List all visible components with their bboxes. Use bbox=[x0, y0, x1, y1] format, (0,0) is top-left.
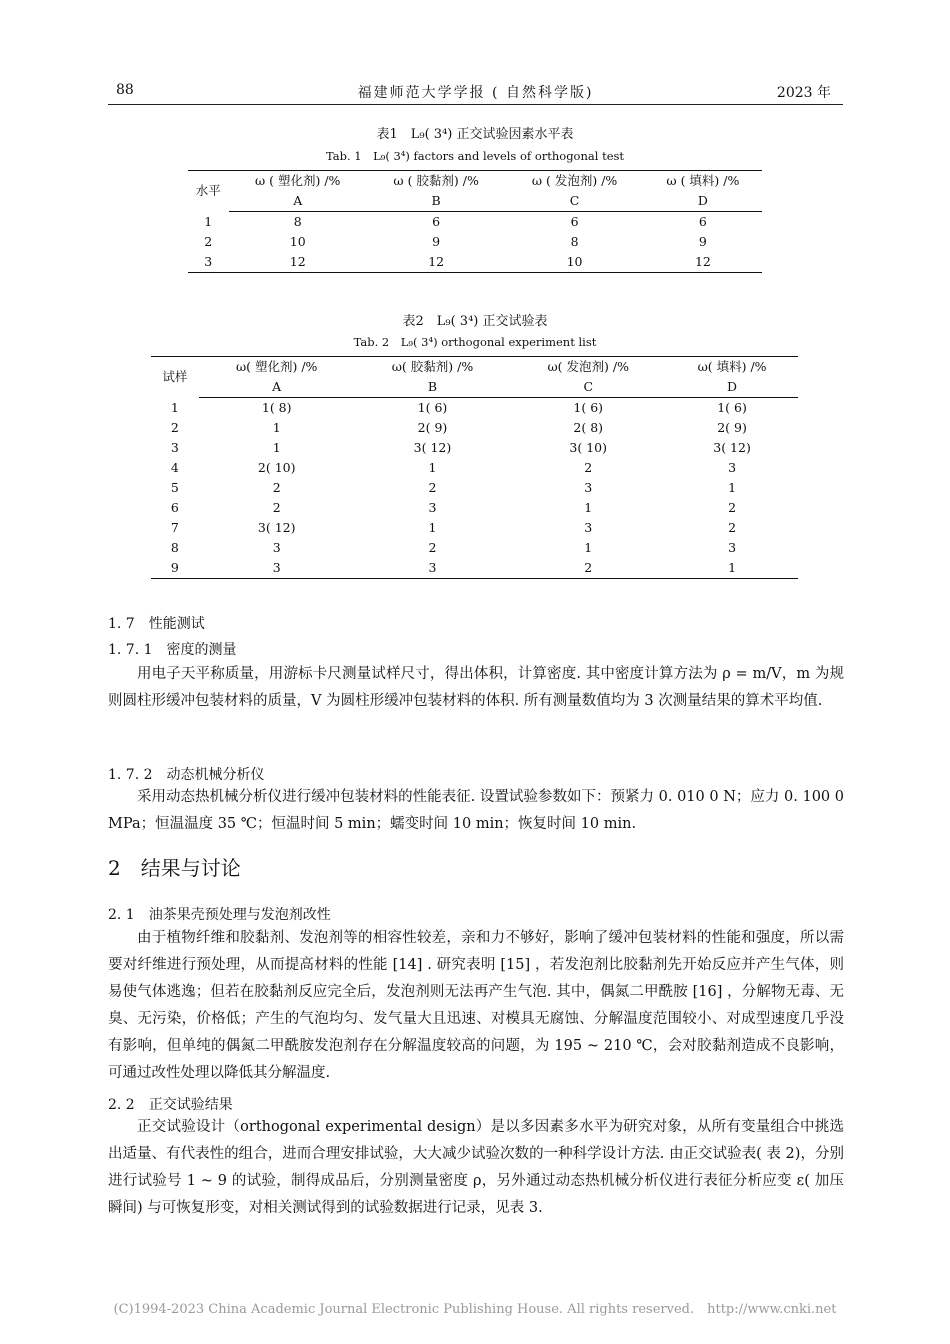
table1-cell: 6 bbox=[570, 214, 579, 229]
table2-caption-zh: 表2 L₉( 3⁴) 正交试验表 bbox=[402, 314, 548, 329]
journal-title: 福建师范大学学报 ( 自然科学版) bbox=[357, 85, 594, 101]
table2-cell: 4 bbox=[170, 460, 179, 475]
table2-cell: 3 bbox=[272, 540, 281, 555]
issue-year: 2023 年 bbox=[776, 85, 831, 101]
table2-cell: 2 bbox=[584, 460, 593, 475]
table2-cell: 2 bbox=[728, 520, 737, 535]
table2-row bbox=[151, 478, 798, 498]
section-1-7-1-heading: 1. 7. 1 密度的测量 bbox=[108, 642, 237, 658]
table1-caption-en: Tab. 1 L₉( 3⁴) factors and levels of orthogonal test bbox=[325, 149, 625, 163]
table2-cell: 5 bbox=[170, 480, 179, 495]
paragraph-pretreatment: 由于植物纤维和胶黏剂、发泡剂等的相容性较差，亲和力不够好，影响了缓冲包装材料的性能和强度，所以需要对纤维进行预处理，从而提高材料的性能 [14] . 研究表明 [15] ，若发泡剂比胶黏剂先开始反应并产生气体，则易使气体逃逸；但若在胶黏剂反应完全后，发泡剂则无法再产生气泡. 其中，偶氮二甲酰胺 [16] ，分解物无毒、无臭、无污染，价格低；产生的气泡均匀、发气量大且迅速、对模具无腐蚀、分解温度范围较小、对成型速度几乎没有影响，但单纯的偶氮二甲酰胺发泡剂存在分解温度较高的问题，为 195 ~ 210 ℃，会对胶黏剂造成不良影响，可通过改性处理以降低其分解温度. bbox=[108, 930, 844, 1081]
table2-cell: 1( 6) bbox=[573, 400, 604, 415]
section-2-1-heading: 2. 1 油茶果壳预处理与发泡剂改性 bbox=[108, 907, 331, 923]
table1-cell: 10 bbox=[505, 252, 643, 273]
table2-cell: 3( 10) bbox=[569, 440, 608, 455]
table2-cell: 1( 8) bbox=[261, 400, 292, 415]
table2-row bbox=[151, 418, 798, 438]
table1-cell: 8 bbox=[570, 234, 579, 249]
table2-cell: 1 bbox=[428, 460, 437, 475]
table2-row bbox=[151, 558, 798, 579]
table2-cell: 1 bbox=[428, 520, 437, 535]
table2-cell: 1 bbox=[666, 558, 798, 579]
table1-row bbox=[188, 232, 762, 252]
table1-col-code: A bbox=[229, 191, 367, 212]
table2-cell: 3 bbox=[428, 500, 437, 515]
table1-cell: 1 bbox=[204, 213, 213, 229]
table1-cell: 9 bbox=[698, 234, 707, 249]
table2-cell: 2 bbox=[728, 500, 737, 515]
table2-col-code: D bbox=[666, 377, 798, 398]
table2-cell: 2 bbox=[170, 420, 179, 435]
paragraph-dma: 采用动态热机械分析仪进行缓冲包装材料的性能表征. 设置试验参数如下：预紧力 0. 010 0 N；应力 0. 100 0 MPa；恒温温度 35 ℃；恒温时间 5 min；蠕变时间 10 min；恢复时间 10 min. bbox=[108, 789, 844, 832]
table1-col-code: B bbox=[367, 191, 505, 212]
page-number: 88 bbox=[116, 82, 134, 98]
table2-col-label: ω( 胶黏剂) /% bbox=[355, 357, 511, 378]
table2-cell: 7 bbox=[170, 520, 179, 535]
table2-cell: 2( 9) bbox=[417, 420, 448, 435]
table1-cell: 12 bbox=[229, 252, 367, 273]
table2-cell: 2( 8) bbox=[573, 420, 604, 435]
table2-caption-en: Tab. 2 L₉( 3⁴) orthogonal experiment list bbox=[353, 335, 597, 349]
table2-cell: 1 bbox=[584, 500, 593, 515]
section-2-2-heading: 2. 2 正交试验结果 bbox=[108, 1097, 233, 1113]
table2-cell: 1( 6) bbox=[717, 400, 747, 415]
table2-cell: 3 bbox=[728, 460, 737, 475]
table2-cell: 3 bbox=[199, 558, 355, 579]
table2-cell: 3( 12) bbox=[713, 440, 751, 455]
copyright-footer: (C)1994-2023 China Academic Journal Electronic Publishing House. All rights reserved. http://www.cnki.net bbox=[113, 1302, 837, 1317]
table1-cell: 9 bbox=[432, 234, 441, 249]
table2-cell: 3 bbox=[584, 520, 593, 535]
table2-row bbox=[151, 518, 798, 538]
table2-cell: 2 bbox=[510, 558, 666, 579]
table2-col-label: ω( 填料) /% bbox=[666, 357, 798, 378]
table2-row bbox=[151, 538, 798, 558]
table1-col-code: C bbox=[505, 191, 643, 212]
section-1-7-heading: 1. 7 性能测试 bbox=[108, 616, 205, 632]
table2-cell: 2 bbox=[428, 480, 437, 495]
table1-col-label: ω ( 填料) /% bbox=[644, 171, 762, 192]
table2-cell: 2 bbox=[428, 540, 437, 555]
table1-col-code: D bbox=[644, 191, 762, 212]
table2-row bbox=[151, 398, 798, 419]
table1-cell: 12 bbox=[644, 252, 762, 273]
table2-cell: 8 bbox=[170, 540, 179, 555]
table2-cell: 3( 12) bbox=[257, 520, 296, 535]
table2-cell: 1 bbox=[272, 440, 281, 455]
table2-cell: 2( 9) bbox=[717, 420, 747, 435]
table2-cell: 2 bbox=[272, 480, 281, 495]
table2-cell: 3 bbox=[584, 480, 593, 495]
table1-col-label: ω ( 塑化剂) /% bbox=[229, 171, 367, 192]
table2-cell: 1 bbox=[272, 420, 281, 435]
table2-cell: 3 bbox=[170, 440, 179, 455]
section-2-heading: 2 结果与讨论 bbox=[108, 856, 241, 880]
paragraph-density: 用电子天平称质量，用游标卡尺测量试样尺寸，得出体积，计算密度. 其中密度计算方法为 ρ = m/V，m 为规则圆柱形缓冲包装材料的质量，V 为圆柱形缓冲包装材料的体积. 所有测量数值均为 3 次测量结果的算术平均值. bbox=[108, 666, 844, 709]
running-header bbox=[108, 80, 843, 105]
table2-body bbox=[151, 398, 798, 579]
table2-col-code: B bbox=[355, 377, 511, 398]
table1-body bbox=[188, 212, 762, 273]
table2-cell: 3 bbox=[355, 558, 511, 579]
table2-cell: 1 bbox=[728, 480, 737, 495]
table1-cell: 10 bbox=[289, 234, 306, 249]
table1-col-label: ω ( 发泡剂) /% bbox=[505, 171, 643, 192]
table1-col-label: ω ( 胶黏剂) /% bbox=[367, 171, 505, 192]
table1-cell: 3 bbox=[188, 252, 229, 273]
table2-cell: 9 bbox=[151, 558, 199, 579]
table2-cell: 1( 6) bbox=[417, 400, 448, 415]
table2-cell: 1 bbox=[584, 540, 593, 555]
paragraph-orthogonal: 正交试验设计（orthogonal experimental design）是以多因素多水平为研究对象，从所有变量组合中挑选出适量、有代表性的组合，进而合理安排试验，大大减少试验次数的一种科学设计方法. 由正交试验表( 表 2)，分别进行试验号 1 ~ 9 的试验，制得成品后，分别测量密度 ρ，另外通过动态热机械分析仪进行表征分析应变 ε( 加压瞬间) 与可恢复形变，对相关测试得到的试验数据进行记录，见表 3. bbox=[108, 1119, 844, 1216]
table2-experiment-list bbox=[151, 356, 798, 579]
table2-col-label: ω( 发泡剂) /% bbox=[510, 357, 666, 378]
table1-row-header: 水平 bbox=[188, 171, 229, 212]
table1-cell: 8 bbox=[293, 214, 302, 229]
table2-col-code: C bbox=[510, 377, 666, 398]
table1-cell: 6 bbox=[698, 214, 707, 229]
table2-cell: 1 bbox=[170, 399, 179, 415]
table2-cell: 2 bbox=[272, 500, 281, 515]
table1-row bbox=[188, 212, 762, 233]
table2-row-header: 试样 bbox=[151, 357, 199, 398]
section-1-7-2-heading: 1. 7. 2 动态机械分析仪 bbox=[108, 767, 265, 783]
table2-row bbox=[151, 458, 798, 478]
table2-cell: 6 bbox=[170, 500, 179, 515]
table1-cell: 2 bbox=[204, 234, 213, 249]
table1-cell: 6 bbox=[432, 214, 441, 229]
table1-cell: 12 bbox=[367, 252, 505, 273]
table2-col-code: A bbox=[199, 377, 355, 398]
table1-factors-levels bbox=[188, 170, 762, 273]
table2-row bbox=[151, 438, 798, 458]
table2-cell: 2( 10) bbox=[257, 460, 296, 475]
table1-caption-zh: 表1 L₉( 3⁴) 正交试验因素水平表 bbox=[376, 127, 574, 142]
table2-cell: 3( 12) bbox=[413, 440, 452, 455]
table2-col-label: ω( 塑化剂) /% bbox=[199, 357, 355, 378]
table1-row bbox=[188, 252, 762, 273]
table2-row bbox=[151, 498, 798, 518]
table2-cell: 3 bbox=[728, 540, 737, 555]
